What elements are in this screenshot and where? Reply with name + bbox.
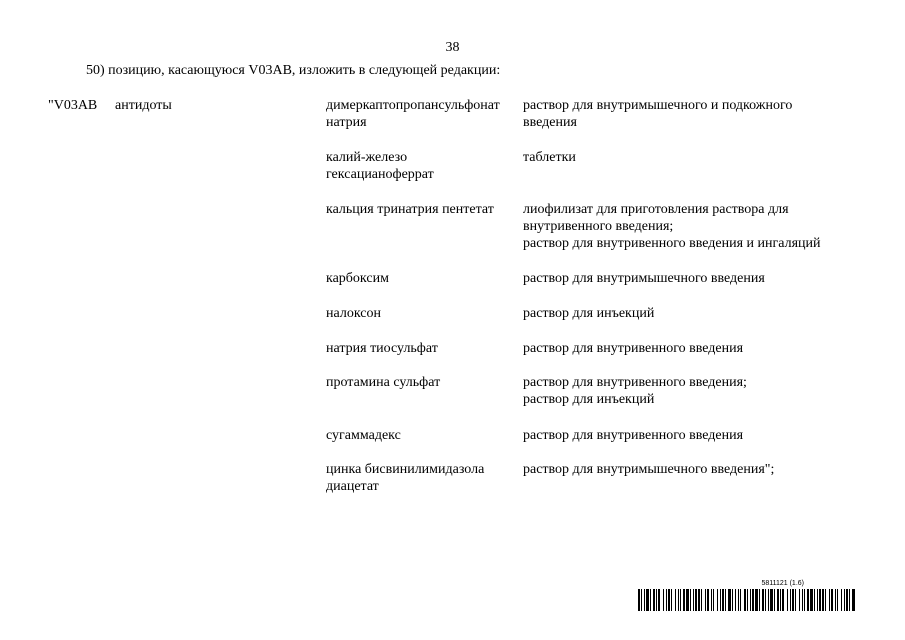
barcode-label: 5811121 (1.6) bbox=[761, 580, 804, 587]
dosage-form: раствор для внутривенного введения bbox=[523, 341, 744, 356]
drug-name: цинка бисвинилимидазола диацетат bbox=[326, 462, 485, 494]
dosage-form: таблетки bbox=[523, 150, 576, 165]
drug-name: сугаммадекс bbox=[326, 428, 401, 443]
intro-paragraph: 50) позицию, касающуюся V03AB, изложить в следующей редакции: bbox=[86, 63, 501, 78]
dosage-form: раствор для внутривенного введения; раствор для инъекций bbox=[523, 375, 747, 407]
document-barcode bbox=[638, 580, 856, 614]
drug-name: протамина сульфат bbox=[326, 375, 441, 390]
drug-name: калий-железо гексацианоферрат bbox=[326, 150, 434, 182]
atc-code: "V03AB bbox=[48, 98, 98, 113]
dosage-form: раствор для внутримышечного и подкожного введения bbox=[523, 98, 793, 130]
drug-name: налоксон bbox=[326, 306, 381, 321]
drug-name: карбоксим bbox=[326, 271, 389, 286]
group-name: антидоты bbox=[115, 98, 172, 113]
page-number: 38 bbox=[445, 40, 460, 55]
dosage-form: раствор для внутримышечного введения bbox=[523, 271, 765, 286]
drug-name: натрия тиосульфат bbox=[326, 341, 438, 356]
drug-name: кальция тринатрия пентетат bbox=[326, 202, 494, 217]
dosage-form: лиофилизат для приготовления раствора для внутривенного введения; раствор для внутривенного введения и ингаляций bbox=[523, 202, 821, 251]
dosage-form: раствор для инъекций bbox=[523, 306, 655, 321]
dosage-form: раствор для внутримышечного введения"; bbox=[523, 462, 775, 477]
barcode-icon bbox=[638, 589, 856, 611]
dosage-form: раствор для внутривенного введения bbox=[523, 428, 744, 443]
drug-name: димеркаптопропансульфонат натрия bbox=[326, 98, 500, 130]
